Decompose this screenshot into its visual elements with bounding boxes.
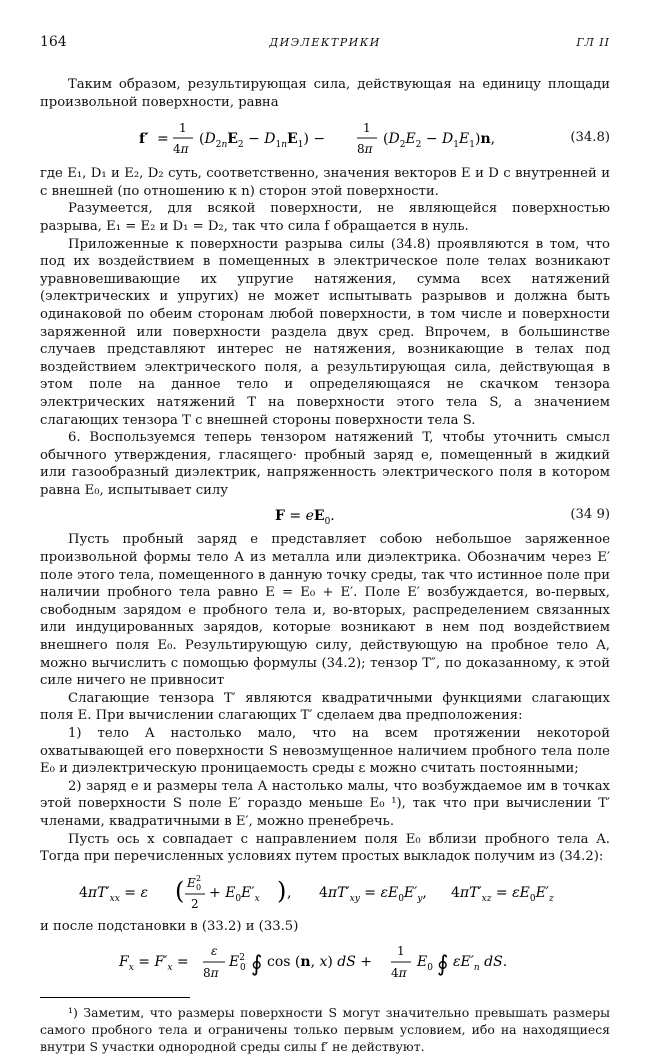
svg-text:f′: f′	[139, 131, 149, 148]
footnote: ¹) Заметим, что размеры поверхности S могут значительно превышать размеры самого пробного тела и ограничены только первым условием, ибо на находящиеся внутри S участки однородной среды силы f′ не действуют.	[40, 1005, 610, 1055]
svg-text:,: ,	[287, 884, 292, 901]
equation-34-9	[40, 503, 610, 527]
running-header	[40, 34, 610, 56]
svg-text:4π: 4π	[173, 142, 189, 157]
paragraph: и после подстановки в (33.2) и (33.5)	[40, 918, 299, 934]
svg-text:cos (n, x) dS +: cos (n, x) dS +	[267, 954, 373, 971]
svg-text:2: 2	[191, 896, 199, 911]
svg-text:+ E0E′x: + $E_0E'_x$	[209, 884, 260, 904]
book-page	[40, 34, 610, 1055]
svg-text:): )	[277, 876, 287, 905]
paragraph: Пусть пробный заряд e представляет собою небольшое заряженное произвольной формы тело A из металла или диэлектрика. Обозначим через E′ поле этого тела, помещенного в данную точку среды, так что истинное поле при наличии пробного тела равно E = E₀ + E′. Поле E′ возбуждается, во-первых, свободным зарядом e пробного тела и, во-вторых, распределением связанных или индуцированных зарядов, которые возникают в нем под воздействием внешнего поля E₀. Результирующую силу, действующую на пробное тело A, можно вычислить с помощью формулы (34.2); тензор T″, по доказанному, к этой силе ничего не привносит	[40, 532, 610, 689]
svg-text:F = eE0.: $F = eE_0$.	[275, 508, 335, 528]
footnote-rule	[40, 997, 190, 998]
paragraph: 2) заряд e и размеры тела A настолько малы, что возбуждаемое им в точках этой поверхности S поле E′ гораздо меньше E₀ ¹), так что при вычислении T′ членами, квадратичными в E′, можно пренебречь.	[40, 778, 610, 829]
equation-tensor-formula	[75, 870, 575, 914]
svg-text:1: 1	[179, 121, 187, 136]
equation-force	[40, 939, 610, 983]
equation-number: (34 9)	[570, 507, 610, 523]
svg-text:=: =	[157, 131, 169, 148]
svg-text:8π: 8π	[357, 142, 373, 157]
svg-text:4πT′xy = εE0E′y,: $4\pi T'_{xy} = \varepsilon E_0E'_y$,	[319, 884, 427, 904]
svg-text:1: 1	[397, 944, 405, 959]
svg-text:(D2nE2 − D1nE1) −: $(D_2nE_2 - D_1nE_1)$ −	[199, 131, 326, 151]
paragraph: где E₁, D₁ и E₂, D₂ суть, соответственно, значения векторов E и D с внутренней и с внешней (по отношению к n) сторон этой поверхности.	[40, 166, 610, 199]
page-body	[40, 76, 610, 1055]
equation-34-8	[40, 115, 610, 161]
equation-number: (34.8)	[570, 130, 610, 146]
svg-text:(: (	[175, 876, 185, 905]
svg-text:E0: $E_0$	[417, 954, 433, 974]
page-number: 164	[40, 34, 67, 50]
paragraph: Слагающие тензора T′ являются квадратичными функциями слагающих поля E. При вычислении слагающих T′ сделаем два предположения:	[40, 690, 610, 724]
equation-34-9-formula	[265, 503, 385, 527]
svg-text:4π: 4π	[391, 966, 407, 981]
chapter-label: ГЛ II	[576, 36, 610, 49]
svg-text:2: 2	[196, 873, 202, 883]
svg-text:E: E	[187, 875, 196, 890]
svg-text:ε: ε	[211, 944, 218, 959]
svg-text:0: 0	[196, 882, 202, 892]
svg-text:4πT′xz = εE0E′z: $4\pi T'_{xz} = \varepsilon E_0E'_z$	[451, 884, 554, 904]
paragraph: Разумеется, для всякой поверхности, не являющейся поверхностью разрыва, E₁ = E₂ и D₁ = D₂, так что сила f обращается в нуль.	[40, 201, 610, 234]
svg-text:∮: ∮	[251, 952, 263, 978]
svg-text:(D2E2 − D1E1)n,: $(D_2E_2 - D_1E_1)n$,	[383, 131, 496, 151]
svg-text:8π: 8π	[203, 966, 219, 981]
equation-force-formula	[115, 939, 535, 983]
equation-tensor-components	[40, 870, 610, 914]
svg-text:εE′n dS.: $\varepsilon E'_n$ dS.	[453, 954, 508, 974]
svg-text:E20: $E^2$ 0	[229, 953, 246, 974]
svg-text:1: 1	[363, 121, 371, 136]
equation-34-8-formula	[125, 115, 525, 161]
svg-text:∮: ∮	[437, 952, 449, 978]
paragraph: Таким образом, результирующая сила, действующая на единицу площади произвольной поверхности, равна	[40, 77, 610, 110]
paragraph: 6. Воспользуемся теперь тензором натяжений T, чтобы уточнить смысл обычного утверждения, гласящего· пробный заряд e, помещенный в жидкий или газообразный диэлектрик, напряженность электрического поля в котором равна E₀, испытывает силу	[40, 430, 610, 498]
paragraph: Пусть ось x совпадает с направлением поля E₀ вблизи пробного тела A. Тогда при перечисленных условиях путем простых выкладок получим из (34.2):	[40, 831, 610, 865]
running-title: ДИЭЛЕКТРИКИ	[269, 36, 381, 49]
svg-text:Fx = F′x =: $F_x = F'_x$ =	[119, 954, 189, 974]
svg-text:4πT′xx = ε: $4\pi T'_{xx} = \varepsilon$	[79, 884, 148, 904]
paragraph: 1) тело A настолько мало, что на всем протяжении некоторой охватывающей его поверхности S невозмущенное наличием пробного тела поле E₀ и диэлектрическую проницаемость среды ε можно считать постоянными;	[40, 726, 610, 777]
paragraph: Приложенные к поверхности разрыва силы (34.8) проявляются в том, что под их воздействием в помещенных в электрическое поле телах возникают уравновешивающие их упругие натяжения, сумма всех натяжений (электрических и упругих) не может испытывать разрывов и должна быть одинаковой по обеим сторонам любой поверхности, в том числе и поверхности заряженной или поверхности раздела двух сред. Впрочем, в большинстве случаев представляют интерес не натяжения, возникающие в телах под воздействием электрического поля, а результирующая сила, действующая в этом поле на данное тело и определяющаяся не скачком тензора электрических натяжений T на поверхности этого тела S, а значением слагающих тензора T с внешней стороны поверхности тела S.	[40, 236, 610, 428]
